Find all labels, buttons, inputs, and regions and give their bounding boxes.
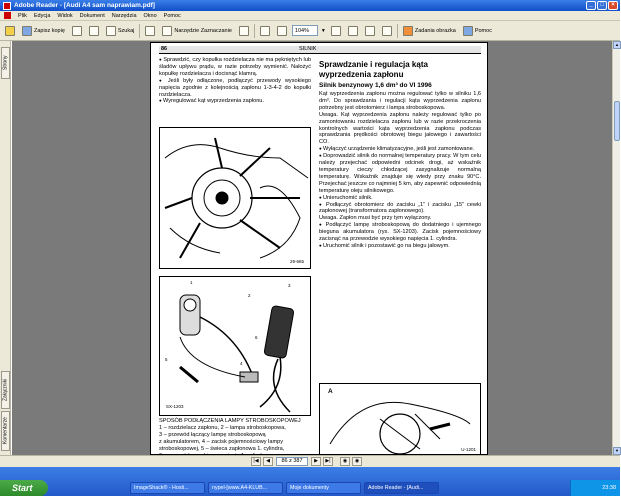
distributor-drawing [160,128,312,270]
menu-help[interactable]: Pomoc [163,12,181,19]
cursor-icon [162,26,172,36]
fit-page-button[interactable] [346,24,360,38]
chevron-down-icon[interactable]: ▼ [320,27,326,34]
tasks-button[interactable] [401,24,458,38]
paragraph: ● Wyłączyć urządzenie klimatyzacyjne, jeśli jest zamontowane. [319,146,481,153]
binoculars-icon [106,26,116,36]
select-tool-button[interactable] [160,24,233,38]
toolbar [0,21,620,41]
paragraph: ● Doprowadzić silnik do normalnej temperatury pracy. W tym celu należy przejechać odpowiedni odcinek drogi, aż wskaźnik temperatury cieczy chłodzącej zasygnalizuje normalną temperaturę. Wskaźnik znajduje się wtedy przy znaku 90°C. Przejechać jeszcze co najmniej 5 km, aby zapewnić odpowiednią temperaturę oleju silnikowego. [319,153,481,194]
caption-line: 3 – przewód łączący lampę stroboskopową [159,431,266,438]
menu-document[interactable]: Dokument [79,12,105,19]
page-icon [331,26,341,36]
paragraph: Uwaga. Kąt wyprzedzenia zapłonu należy regulować tylko po zamontowaniu rozdzielacza zapłonu lub w razie przekroczenia kontrolnych wartości kąta wyprzedzenia zapłonu podczas sprawdzania prędkości obrotowej biegu jałowego i zawartości CO. [319,111,481,146]
figure-callout: 1 [190,280,193,285]
previous-view-button[interactable]: ◉ [340,457,350,466]
menu-file[interactable]: Plik [18,12,27,19]
minimize-button[interactable]: _ [586,1,596,10]
search-button[interactable] [104,24,137,38]
disk-icon [22,26,32,36]
paragraph: ● Podłączyć obrotomierz do zacisku „1” i zacisku „15” cewki zapłonowej (transformatora zapłonowego). [319,202,481,216]
strobe-lamp-figure [159,276,311,416]
actual-size-button[interactable] [329,24,343,38]
windows-taskbar [0,467,620,496]
save-copy-button[interactable] [20,24,67,38]
taskbar-item[interactable]: nypel-[www.A4-KLUB... [208,482,283,494]
figure-callout: 5 [165,357,168,362]
paragraph: Kąt wyprzedzenia zapłonu można regulować tylko w silniku 1,6 dm³. Do sprawdzania i regulacji kąta wyprzedzenia zapłonu potrzebny jest obrotomierz i lampa stroboskopowa. [319,91,481,111]
toolbar-separator [254,24,255,38]
folder-icon [5,26,15,36]
taskbar-item-active[interactable]: Adobe Reader - [Audi... [364,482,439,494]
right-column [319,57,481,250]
strobe-lamp-drawing [160,277,312,417]
paragraph: ● Sprawdzić, czy kopułka rozdzielacza nie ma pękniętych lub śladów upływu prądu, w razie potrzeby wymienić. Nałożyć kopułkę rozdzielacza i docisnąć klamrą. [159,57,311,78]
paragraph: ● Wyregulować kąt wyprzedzenia zapłonu. [159,98,311,105]
document-viewport[interactable] [12,41,612,455]
window-title-bar [0,0,620,11]
document-icon [4,12,11,19]
taskbar-item[interactable]: ImageShack® - Hosti... [130,482,205,494]
figure-callout: 3 [288,283,291,288]
scroll-thumb[interactable] [614,101,620,141]
toolbar-separator [139,24,140,38]
caption-line: z akumulatorem, 4 – zacisk pojemnościowy lampy [159,438,284,445]
figure-caption [159,418,319,459]
left-column [159,57,311,105]
fit-width-button[interactable] [363,24,377,38]
paragraph: ● Jeśli były odłączone, podłączyć przewody wysokiego napięcia zgodnie z kolejnością zapłonu 1-3-4-2 do kopułki rozdzielacza. [159,78,311,99]
tasks-icon [403,26,413,36]
zoom-out-icon [277,26,287,36]
caption-line: stroboskopowej, 5 – świeca zapłonowa 1. cylindra, [159,445,285,452]
save-copy-label: Zapisz kopię [34,27,65,34]
taskbar-item[interactable]: Moje dokumenty [286,482,361,494]
figure-label: A [328,388,333,395]
paragraph: ● Unieruchomić silnik. [319,195,481,202]
fit-page-icon [348,26,358,36]
maximize-button[interactable]: □ [597,1,607,10]
email-button[interactable] [87,24,101,38]
window-title: Adobe Reader - [Audi A4 sam naprawiam.pdf] [14,2,155,9]
menu-bar [0,11,620,21]
snapshot-button[interactable] [237,24,251,38]
search-label: Szukaj [117,27,135,34]
vertical-scrollbar[interactable] [612,41,620,455]
caption-line: 1 – rozdzielacz zapłonu, 2 – lampa stroboskopowa, [159,424,286,431]
adobe-reader-icon [3,2,11,10]
print-button[interactable] [70,24,84,38]
select-tool-label: Narzędzie Zaznaczanie [174,27,232,34]
scroll-up-icon[interactable]: ▲ [613,41,621,49]
zoom-level-field[interactable]: 104% [292,25,318,36]
tasks-label: Zadania obrazka [414,27,456,34]
last-page-button[interactable]: ▶| [323,457,333,466]
rotate-icon [382,26,392,36]
page-navigation-bar [0,455,620,467]
page-number-field[interactable]: 86 z 387 [276,457,308,466]
help-icon [463,26,473,36]
next-view-button[interactable]: ◉ [352,457,362,466]
pdf-page [150,42,488,455]
help-button[interactable] [461,24,494,38]
menu-window[interactable]: Okno [143,12,157,19]
section-heading: Sprawdzanie i regulacja kąta wyprzedzenia zapłonu [319,60,428,79]
timing-mark-drawing [320,384,482,456]
scroll-down-icon[interactable]: ▼ [613,447,621,455]
first-page-button[interactable]: |◀ [251,457,261,466]
figure-code: 29-665 [289,259,304,264]
printer-icon [72,26,82,36]
tab-pages[interactable]: Strony [1,47,10,79]
hand-icon [145,26,155,36]
rotate-button[interactable] [380,24,394,38]
system-tray [570,480,620,496]
menu-edit[interactable]: Edycja [33,12,51,19]
figure-callout: 6 [255,335,258,340]
tab-attachments[interactable]: Załączniki [1,371,10,409]
paragraph: ● Uruchomić silnik i pozostawić go na biegu jałowym. [319,243,481,250]
zoom-out-button[interactable] [275,24,289,38]
menu-tools[interactable]: Narzędzia [111,12,137,19]
timing-mark-figure [319,383,481,455]
page-header [159,46,481,54]
figure-code: SX-1203 [166,404,184,409]
envelope-icon [89,26,99,36]
toolbar-separator [397,24,398,38]
figure-callout: 2 [248,293,251,298]
navigation-sidebar [0,41,11,455]
close-button[interactable]: × [608,1,618,10]
caption-title: SPOSÓB PODŁĄCZENIA LAMPY STROBOSKOPOWEJ [159,418,301,424]
next-page-button[interactable]: ▶ [311,457,321,466]
zoom-in-icon [260,26,270,36]
figure-callout: 4 [240,361,243,366]
start-button[interactable]: Start [0,480,48,496]
section-subheading: Silnik benzynowy 1,6 dm³ do VI 1996 [319,82,432,89]
clock: 23:38 [602,485,616,491]
menu-view[interactable]: Widok [57,12,73,19]
page-number: 86 [161,46,168,52]
hand-tool-button[interactable] [143,24,157,38]
help-label: Pomoc [474,27,492,34]
previous-page-button[interactable]: ◀ [263,457,273,466]
open-button[interactable] [3,24,17,38]
fit-width-icon [365,26,375,36]
figure-code: U-1201 [461,447,476,452]
tab-comments[interactable]: Komentarze [1,411,10,451]
paragraph: ● Podłączyć lampę stroboskopową do dodatniego i ujemnego bieguna akumulatora (rys. SX-1203). Zacisk pojemnościowy zacisnąć na przewodzie wysokiego napięcia 1. cylindra. [319,222,481,243]
distributor-figure [159,127,311,269]
zoom-in-button[interactable] [258,24,272,38]
camera-icon [239,26,249,36]
section-title: SILNIK [299,46,317,52]
paragraph: Uwaga. Zapłon musi być przy tym wyłączony. [319,215,432,222]
